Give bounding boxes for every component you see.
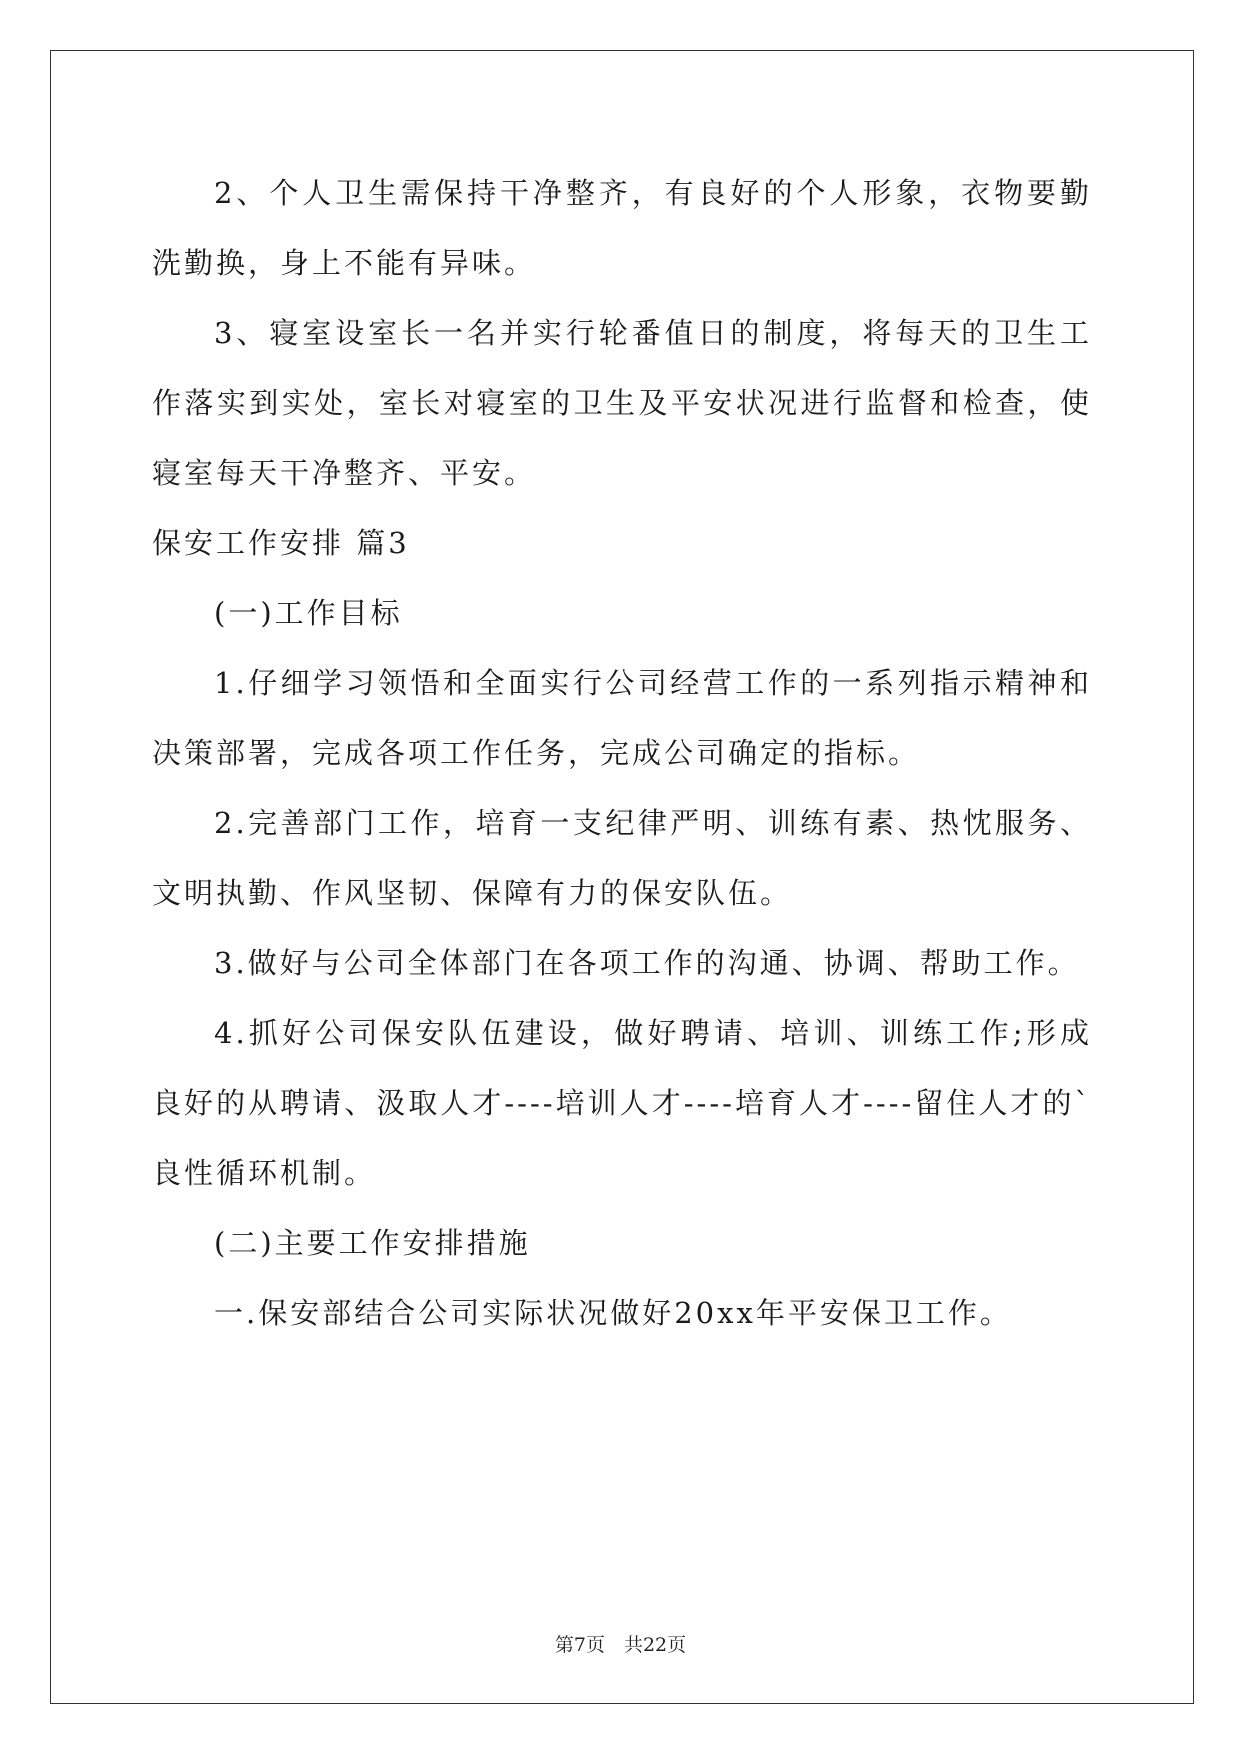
section-heading: 保安工作安排 篇3 bbox=[152, 526, 410, 560]
paragraph-goal-3: 3.做好与公司全体部门在各项工作的沟通、协调、帮助工作。 bbox=[214, 946, 1080, 980]
page-number-footer: 第7页 共22页 bbox=[554, 1634, 687, 1656]
document-body bbox=[152, 158, 1092, 1348]
paragraph-hygiene: 2、个人卫生需保持干净整齐，有良好的个人形象，衣物要勤洗勤换，身上不能有异味。 bbox=[152, 176, 1092, 280]
paragraph-goal-2: 2.完善部门工作，培育一支纪律严明、训练有素、热忱服务、文明执勤、作风坚韧、保障有力的保安队伍。 bbox=[152, 806, 1092, 910]
paragraph-goal-4: 4.抓好公司保安队伍建设，做好聘请、培训、训练工作;形成良好的从聘请、汲取人才----培训人才----培育人才----留住人才的`良性循环机制。 bbox=[152, 1016, 1092, 1190]
paragraph-goal-1: 1.仔细学习领悟和全面实行公司经营工作的一系列指示精神和决策部署，完成各项工作任务，完成公司确定的指标。 bbox=[152, 666, 1092, 770]
subheading-measures: (二)主要工作安排措施 bbox=[214, 1226, 531, 1260]
paragraph-measure-1: 一.保安部结合公司实际状况做好20xx年平安保卫工作。 bbox=[214, 1296, 1012, 1330]
paragraph-dorm-duty: 3、寝室设室长一名并实行轮番值日的制度，将每天的卫生工作落实到实处，室长对寝室的卫生及平安状况进行监督和检查，使寝室每天干净整齐、平安。 bbox=[152, 316, 1092, 490]
subheading-goals: (一)工作目标 bbox=[214, 596, 403, 630]
